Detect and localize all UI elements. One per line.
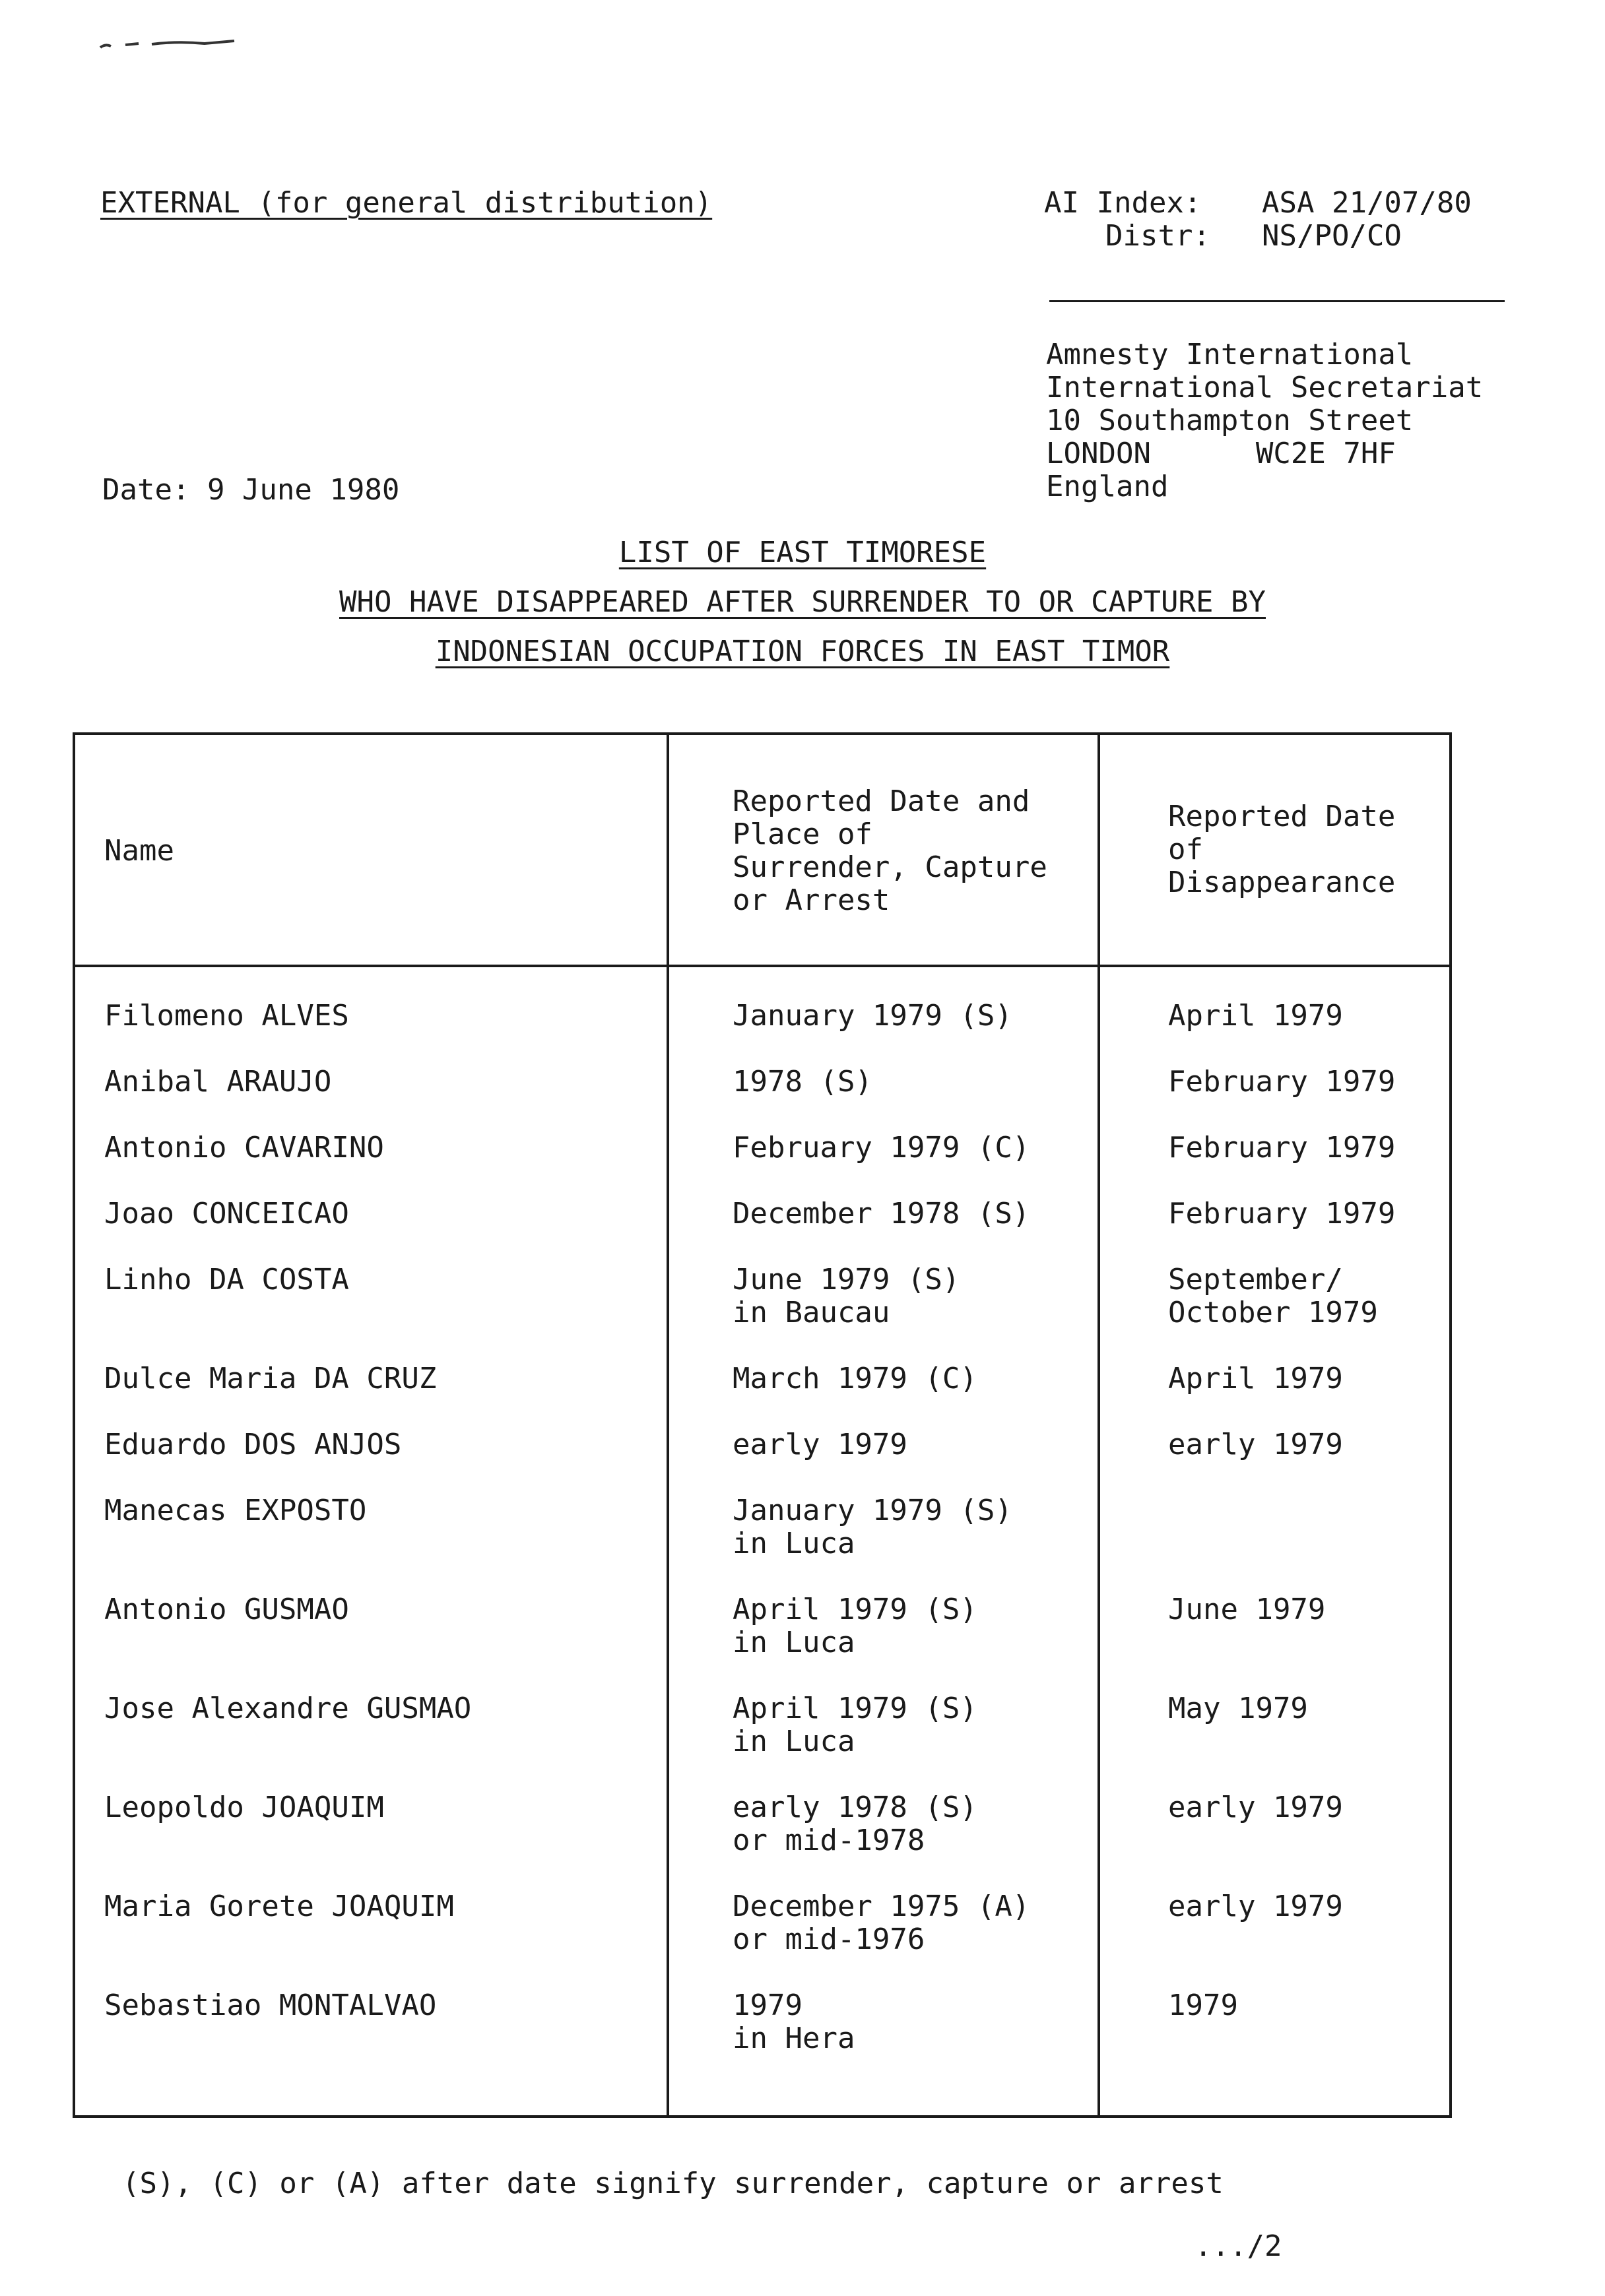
person-name: Antonio GUSMAO	[104, 1593, 349, 1626]
person-name: Antonio CAVARINO	[104, 1131, 384, 1164]
disappearance-date: early 1979	[1168, 1791, 1343, 1824]
table-border-left	[73, 732, 75, 2118]
table-border-bottom	[73, 2115, 1452, 2118]
disappearance-date: early 1979	[1168, 1890, 1343, 1923]
address-line: LONDON WC2E 7HF	[1046, 437, 1396, 470]
header-divider	[73, 965, 1452, 967]
title-line: INDONESIAN OCCUPATION FORCES IN EAST TIMOR	[435, 635, 1170, 668]
person-name: Dulce Maria DA CRUZ	[104, 1362, 437, 1395]
disappeared-persons-table	[73, 732, 1452, 2118]
capture-info: December 1975 (A) or mid-1976	[733, 1890, 1030, 1956]
person-name: Eduardo DOS ANJOS	[104, 1428, 402, 1461]
capture-info: January 1979 (S)	[733, 999, 1012, 1033]
address-line: International Secretariat	[1046, 371, 1484, 404]
person-name: Anibal ARAUJO	[104, 1065, 332, 1099]
disappearance-date: 1979	[1168, 1989, 1238, 2022]
distr-value: NS/PO/CO	[1262, 219, 1402, 253]
title-line: WHO HAVE DISAPPEARED AFTER SURRENDER TO OR CAPTURE BY	[339, 585, 1266, 619]
table-border-right	[1449, 732, 1452, 2118]
header-name: Name	[104, 834, 174, 868]
footnote: (S), (C) or (A) after date signify surrender, capture or arrest	[122, 2167, 1224, 2200]
person-name: Leopoldo JOAQUIM	[104, 1791, 384, 1824]
disappearance-date: April 1979	[1168, 1362, 1343, 1395]
capture-info: 1978 (S)	[733, 1065, 872, 1099]
person-name: Sebastiao MONTALVAO	[104, 1989, 437, 2022]
capture-info: June 1979 (S) in Baucau	[733, 1263, 960, 1329]
person-name: Joao CONCEICAO	[104, 1197, 349, 1230]
ai-index-label: AI Index:	[1044, 186, 1202, 220]
table-border-top	[73, 732, 1452, 735]
person-name: Maria Gorete JOAQUIM	[104, 1890, 454, 1923]
header-capture: Reported Date and Place of Surrender, Capture or Arrest	[733, 784, 1047, 917]
disappearance-date: September/ October 1979	[1168, 1263, 1378, 1329]
capture-info: January 1979 (S) in Luca	[733, 1494, 1012, 1560]
person-name: Linho DA COSTA	[104, 1263, 349, 1296]
capture-info: 1979 in Hera	[733, 1989, 855, 2055]
disappearance-date: May 1979	[1168, 1692, 1308, 1725]
capture-info: early 1979	[733, 1428, 907, 1461]
header-disappearance: Reported Date of Disappearance	[1168, 800, 1396, 899]
address-line: 10 Southampton Street	[1046, 404, 1414, 437]
document-date: Date: 9 June 1980	[102, 473, 400, 507]
capture-info: April 1979 (S) in Luca	[733, 1692, 977, 1758]
page-continuation: .../2	[1195, 2229, 1282, 2263]
capture-info: April 1979 (S) in Luca	[733, 1593, 977, 1659]
disappearance-date: early 1979	[1168, 1428, 1343, 1461]
capture-info: March 1979 (C)	[733, 1362, 977, 1395]
disappearance-date: February 1979	[1168, 1197, 1396, 1230]
disappearance-date: April 1979	[1168, 999, 1343, 1033]
distr-label: Distr:	[1105, 219, 1210, 253]
address-line: Amnesty International	[1046, 338, 1414, 371]
capture-info: early 1978 (S) or mid-1978	[733, 1791, 977, 1857]
disappearance-date: February 1979	[1168, 1065, 1396, 1099]
column-divider	[1097, 732, 1100, 2118]
distribution-label: EXTERNAL (for general distribution)	[100, 186, 713, 220]
ai-index-value: ASA 21/07/80	[1262, 186, 1472, 220]
header-rule	[1049, 300, 1505, 302]
person-name: Manecas EXPOSTO	[104, 1494, 367, 1527]
title-line: LIST OF EAST TIMORESE	[618, 536, 987, 569]
person-name: Filomeno ALVES	[104, 999, 349, 1033]
disappearance-date: June 1979	[1168, 1593, 1326, 1626]
disappearance-date: February 1979	[1168, 1131, 1396, 1164]
pen-scribble-mark	[99, 34, 244, 54]
person-name: Jose Alexandre GUSMAO	[104, 1692, 472, 1725]
column-divider	[667, 732, 669, 2118]
capture-info: December 1978 (S)	[733, 1197, 1030, 1230]
address-line: England	[1046, 470, 1169, 503]
capture-info: February 1979 (C)	[733, 1131, 1030, 1164]
